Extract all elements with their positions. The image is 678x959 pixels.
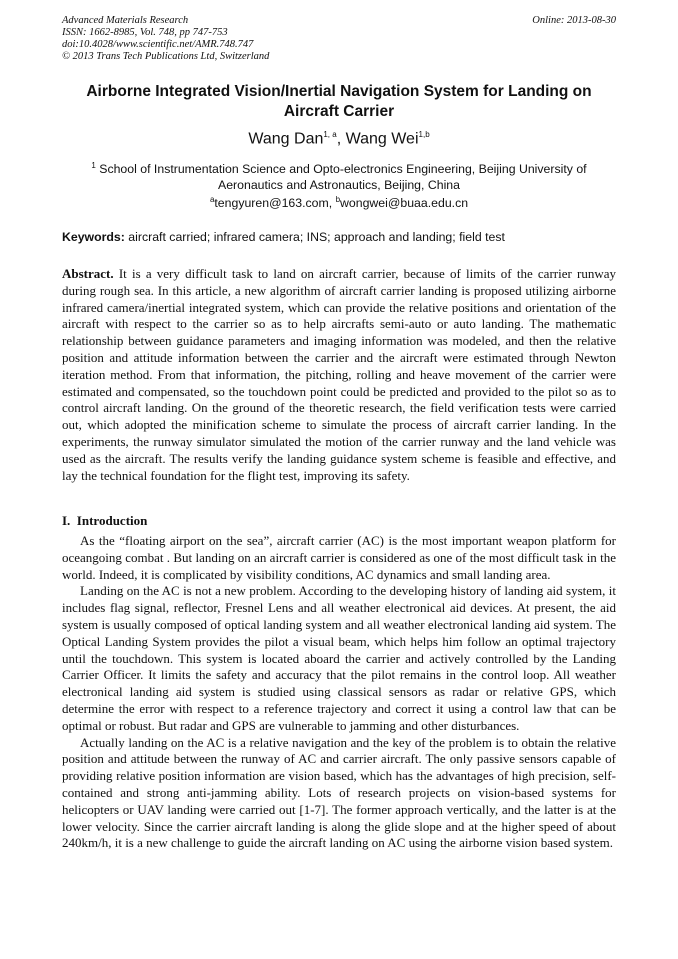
email-a: tengyuren@163.com, (214, 196, 336, 211)
abstract-text: It is a very difficult task to land on aircraft carrier, because of limits of the carrier runway during rough sea. In this article, a new algorithm of aircraft carrier landing is proposed utilizing airborne infrared camera/inertial integrated system, which can provide the relative positions and orientation of the aircraft with respect to the carrier so as to help aircrafts semi-auto or auto landing. The mathematic relationship between guidance parameters and imaging information was modeled, and then the relative position and attitude information between the carrier and the aircraft were estimated through Newton iteration method. From that information, the pitching, rolling and heave movement of the carrier were estimated and compensated, so the touchdown point could be predicted and provided to the pilot so as to control aircraft landing. On the ground of the theoretic research, the field verification tests were carried out, which adopted the minification scheme to simulate the process of aircraft carrier landing. In the experiments, the runway simulator simulated the motion of the carrier runway and the land vehicle was used as the aircraft. The results verify the landing guidance system scheme is feasible and effective, and lay the technical foundation for the flight test, improving its safety. (62, 266, 616, 483)
author-2-sup: 1,b (418, 130, 430, 139)
email-b: wongwei@buaa.edu.cn (340, 196, 469, 211)
keywords (62, 230, 616, 244)
affiliation-sup: 1 (91, 161, 96, 170)
paragraph: As the “floating airport on the sea”, aircraft carrier (AC) is the most important weapon platform for oceangoing combat . But landing on an aircraft carrier is considered as one of the most difficult task in the world. Indeed, it is complicated by visibility conditions, AC dynamics and small landing area. (62, 533, 616, 582)
paper-title: Airborne Integrated Vision/Inertial Navigation System for Landing on Aircraft Carrier (86, 83, 592, 120)
paragraph: Landing on the AC is not a new problem. According to the developing history of landing aid system, it includes flag signal, reflector, Fresnel Lens and all weather electronical aid devices. At present, the aid system is usually composed of optical landing system and all weather electronical landing aid system. The Optical Landing System provides the pilot a visual beam, which helps him follow an optimal trajectory until the touchdown. This system is located aboard the carrier and actively controlled by the Landing Carrier Officer. It limits the safety and accuracy that the pilot remains in the control loop. All weather electronical landing aid system is studied using classical sensors as radar or relative GPS, which determine the error with respect to a reference trajectory and correct it using a control law that can be optimal or robust. But radar and GPS are vulnerable to jamming and other disturbances. (62, 583, 616, 733)
author-sep: , (336, 130, 346, 148)
section-heading: I. Introduction (62, 513, 148, 528)
keywords-label: Keywords: (62, 230, 125, 244)
online-date: Online: 2013-08-30 (532, 15, 616, 26)
journal-header (62, 15, 269, 63)
doi: doi:10.4028/www.scientific.net/AMR.748.747 (62, 39, 254, 50)
abstract-label: Abstract. (62, 266, 114, 281)
issn: ISSN: 1662-8985, Vol. 748, pp 747-753 (62, 27, 228, 38)
keywords-text: aircraft carried; infrared camera; INS; approach and landing; field test (124, 230, 505, 244)
author-2: Wang Wei (345, 130, 419, 148)
email-b-sup: b (335, 195, 341, 204)
affiliation-text: School of Instrumentation Science and Opto-electronics Engineering, Beijing University of Aeronautics and Astronautics, Beijing, China (95, 162, 587, 193)
emails (62, 195, 616, 210)
email-a-sup: a (209, 195, 215, 204)
author-1: Wang Dan (248, 130, 324, 148)
abstract (62, 266, 616, 484)
introduction (62, 533, 616, 852)
author-1-sup: 1, a (323, 130, 337, 139)
affiliation (62, 158, 616, 193)
authors (62, 130, 616, 148)
paragraph: Actually landing on the AC is a relative navigation and the key of the problem is to obtain the relative position and attitude between the runway of AC and carrier aircraft. The only passive sensors capable of providing relative position information are vision based, which has the advantages of high precision, self-contained and strong anti-jamming ability. Lots of research projects on vision-based systems for helicopters or UAV landing were carried out [1-7]. The former approach vertically, and the latter is at the lower velocity. Since the carrier aircraft landing is along the glide slope and at the higher speed of about 240km/h, it is a new challenge to guide the aircraft landing on AC using the airborne vision based system. (62, 734, 616, 851)
copyright: © 2013 Trans Tech Publications Ltd, Switzerland (62, 51, 270, 62)
journal-name: Advanced Materials Research (62, 15, 189, 26)
